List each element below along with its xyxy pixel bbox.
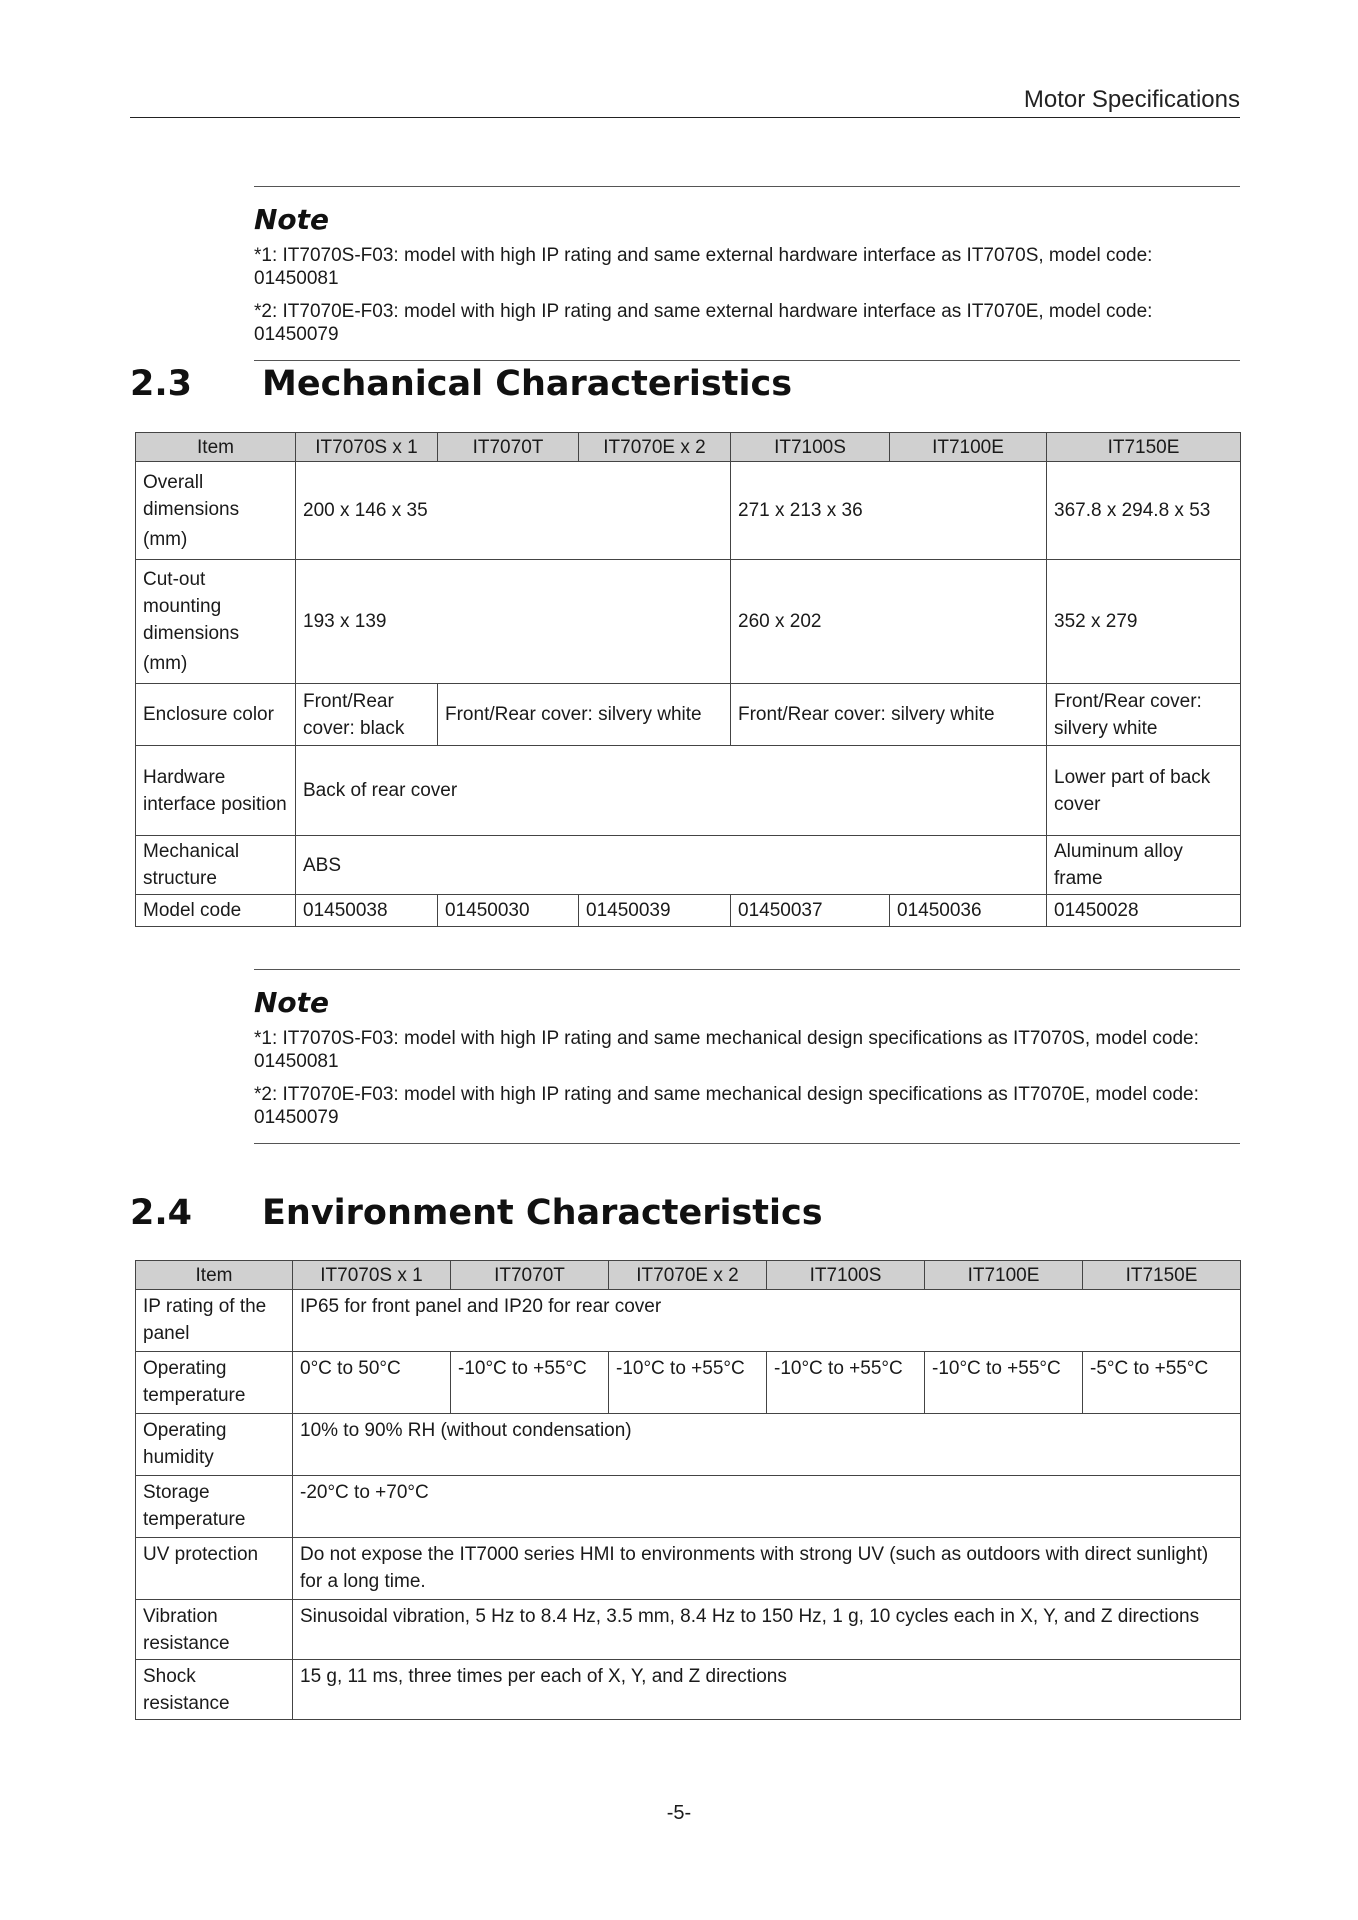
table-row	[136, 1290, 1241, 1352]
note-line: *2: IT7070E-F03: model with high IP rating and same external hardware interface as IT7070E, model code: 01450079	[254, 301, 1153, 345]
row-label	[136, 560, 296, 684]
section-number: 2.4	[130, 1193, 193, 1233]
column-header: IT7100E	[925, 1261, 1083, 1290]
table-row	[136, 1538, 1241, 1600]
column-header: IT7070T	[451, 1261, 609, 1290]
header-rule	[130, 117, 1240, 118]
table-cell: -20°C to +70°C	[293, 1476, 1241, 1538]
table-row	[136, 746, 1241, 836]
section-number: 2.3	[130, 364, 193, 404]
table-cell: 193 x 139	[296, 560, 731, 684]
note-line: *1: IT7070S-F03: model with high IP rating and same external hardware interface as IT7070S, model code: 01450081	[254, 245, 1153, 289]
table-cell: 01450036	[890, 895, 1047, 927]
table-cell: -10°C to +55°C	[925, 1352, 1083, 1414]
table-cell: -10°C to +55°C	[767, 1352, 925, 1414]
table-row	[136, 1660, 1241, 1720]
column-header: IT7100S	[731, 433, 890, 462]
row-label: IP rating of the panel	[136, 1290, 293, 1352]
column-header: IT7100E	[890, 433, 1047, 462]
section-title: Environment Characteristics	[262, 1193, 823, 1233]
table-cell: Do not expose the IT7000 series HMI to environments with strong UV (such as outdoors with direct sunlight) for a long time.	[293, 1538, 1241, 1600]
table-cell: Front/Rear cover: silvery white	[438, 684, 731, 746]
table-row	[136, 462, 1241, 560]
note-box-1	[254, 186, 1240, 361]
column-header: IT7070S x 1	[293, 1261, 451, 1290]
row-label: Hardware interface position	[136, 746, 296, 836]
section-heading-mechanical	[130, 364, 792, 404]
table-cell: 01450030	[438, 895, 579, 927]
table-row	[136, 836, 1241, 895]
table-cell: Aluminum alloy frame	[1047, 836, 1241, 895]
note-box-2	[254, 969, 1240, 1144]
table-row	[136, 1476, 1241, 1538]
table-cell: 0°C to 50°C	[293, 1352, 451, 1414]
column-header: IT7070E x 2	[609, 1261, 767, 1290]
table-cell: -10°C to +55°C	[451, 1352, 609, 1414]
table-cell: Lower part of back cover	[1047, 746, 1241, 836]
row-label	[136, 462, 296, 560]
row-label-unit: (mm)	[143, 528, 188, 550]
table-cell: 10% to 90% RH (without condensation)	[293, 1414, 1241, 1476]
table-row	[136, 1414, 1241, 1476]
column-header: IT7070E x 2	[579, 433, 731, 462]
table-cell: -5°C to +55°C	[1083, 1352, 1241, 1414]
table-cell: 01450039	[579, 895, 731, 927]
page-number: -5-	[666, 1802, 692, 1824]
note-line: *1: IT7070S-F03: model with high IP rating and same mechanical design specifications as IT7070S, model code: 01450081	[254, 1028, 1199, 1072]
table-cell: ABS	[296, 836, 1047, 895]
column-header: Item	[136, 1261, 293, 1290]
table-row	[136, 560, 1241, 684]
column-header: IT7150E	[1047, 433, 1241, 462]
table-cell: -10°C to +55°C	[609, 1352, 767, 1414]
row-label: Vibration resistance	[136, 1600, 293, 1660]
table-cell: 01450037	[731, 895, 890, 927]
row-label-text: Cut-out mounting dimensions	[143, 569, 240, 644]
table-row	[136, 895, 1241, 927]
table-cell: 367.8 x 294.8 x 53	[1047, 462, 1241, 560]
column-header: IT7070T	[438, 433, 579, 462]
note-line: *2: IT7070E-F03: model with high IP rating and same mechanical design specifications as IT7070E, model code: 01450079	[254, 1084, 1199, 1128]
mechanical-table	[135, 432, 1241, 927]
row-label-unit: (mm)	[143, 653, 188, 674]
table-cell: 260 x 202	[731, 560, 1047, 684]
note-title: Note	[254, 203, 330, 236]
table-cell: 271 x 213 x 36	[731, 462, 1047, 560]
table-cell: 01450038	[296, 895, 438, 927]
table-cell: IP65 for front panel and IP20 for rear cover	[293, 1290, 1241, 1352]
environment-table	[135, 1260, 1241, 1720]
table-cell: 200 x 146 x 35	[296, 462, 731, 560]
table-header-row	[136, 433, 1241, 462]
row-label: Model code	[136, 895, 296, 927]
row-label-text: Overall dimensions	[143, 471, 240, 520]
column-header: Item	[136, 433, 296, 462]
section-heading-environment	[130, 1193, 823, 1233]
table-cell: 15 g, 11 ms, three times per each of X, Y, and Z directions	[293, 1660, 1241, 1720]
row-label: Enclosure color	[136, 684, 296, 746]
table-cell: 01450028	[1047, 895, 1241, 927]
row-label: Storage temperature	[136, 1476, 293, 1538]
table-cell: Sinusoidal vibration, 5 Hz to 8.4 Hz, 3.5 mm, 8.4 Hz to 150 Hz, 1 g, 10 cycles each in X, Y, and Z directions	[293, 1600, 1241, 1660]
row-label: Operating temperature	[136, 1352, 293, 1414]
section-title: Mechanical Characteristics	[262, 364, 793, 404]
table-row	[136, 1600, 1241, 1660]
table-header-row	[136, 1261, 1241, 1290]
column-header: IT7150E	[1083, 1261, 1241, 1290]
table-cell: Back of rear cover	[296, 746, 1047, 836]
row-label: Mechanical structure	[136, 836, 296, 895]
table-cell: Front/Rear cover: silvery white	[1047, 684, 1241, 746]
row-label: Operating humidity	[136, 1414, 293, 1476]
note-title: Note	[254, 986, 330, 1019]
table-cell: Front/Rear cover: silvery white	[731, 684, 1047, 746]
row-label: UV protection	[136, 1538, 293, 1600]
row-label: Shock resistance	[136, 1660, 293, 1720]
running-header: Motor Specifications	[1023, 86, 1240, 113]
column-header: IT7100S	[767, 1261, 925, 1290]
table-row	[136, 1352, 1241, 1414]
table-row	[136, 684, 1241, 746]
column-header: IT7070S x 1	[296, 433, 438, 462]
table-cell: Front/Rear cover: black	[296, 684, 438, 746]
table-cell: 352 x 279	[1047, 560, 1241, 684]
